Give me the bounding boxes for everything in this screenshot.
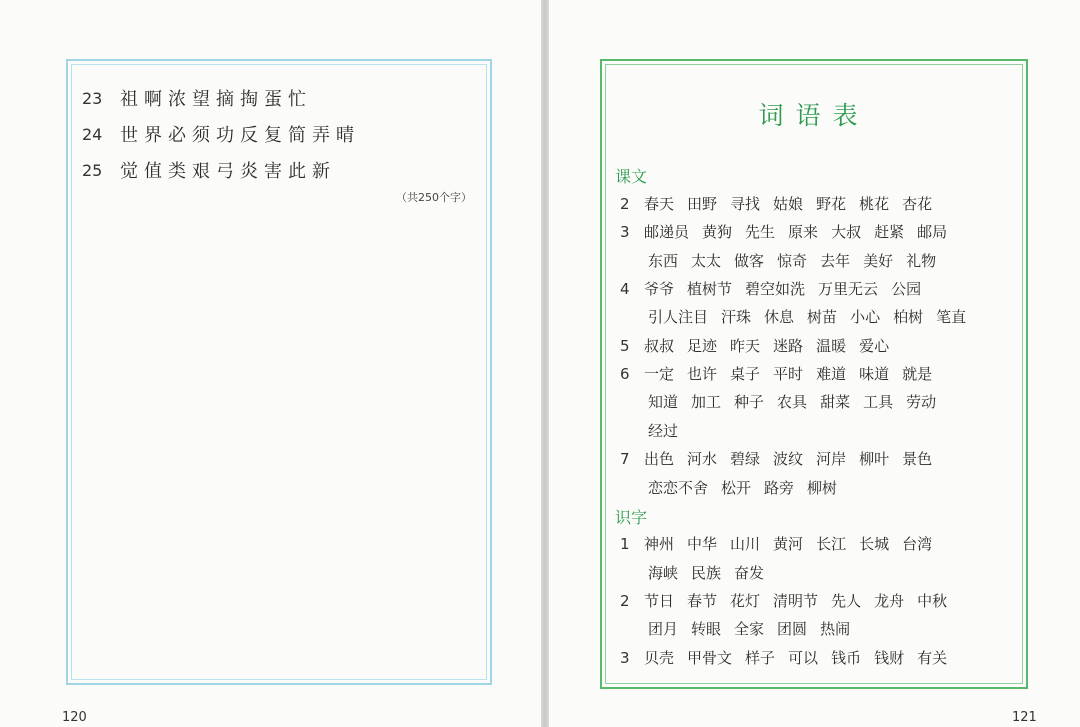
vocab-lesson-number: 2 (620, 195, 630, 213)
vocab-word: 赶紧 (874, 223, 905, 241)
page-title: 词语表 (758, 101, 870, 130)
vocab-word: 平时 (773, 365, 804, 383)
vocab-row (648, 618, 863, 639)
vocab-word: 甜菜 (820, 393, 851, 411)
vocab-word: 加工 (691, 393, 722, 411)
vocab-word: 杏花 (902, 195, 933, 213)
vocab-word: 姑娘 (773, 195, 804, 213)
char-row (82, 80, 360, 116)
vocab-word: 农具 (777, 393, 808, 411)
char-row (82, 116, 360, 152)
vocab-word: 叔叔 (644, 337, 675, 355)
vocab-word: 花灯 (730, 592, 761, 610)
vocab-word: 迷路 (773, 337, 804, 355)
vocab-word: 碧空如洗 (745, 280, 806, 298)
vocab-word: 河水 (687, 450, 718, 468)
vocab-lesson-number: 2 (620, 592, 630, 610)
vocab-word: 甲骨文 (687, 649, 733, 667)
section-heading-lessons: 课文 (615, 167, 648, 186)
character-total: （共250个字） (396, 191, 472, 204)
vocab-lesson-number: 1 (620, 535, 630, 553)
vocab-row (648, 391, 949, 412)
vocab-word: 河岸 (816, 450, 847, 468)
lesson-number: 23 (82, 88, 103, 108)
vocab-lesson-number: 7 (620, 450, 630, 468)
vocab-word: 先生 (745, 223, 776, 241)
vocab-word: 植树节 (687, 280, 733, 298)
vocab-word: 全家 (734, 620, 765, 638)
vocab-word: 恋恋不舍 (648, 479, 709, 497)
vocab-word: 汗珠 (721, 308, 752, 326)
vocab-word: 昨天 (730, 337, 761, 355)
vocab-word: 路旁 (764, 479, 795, 497)
vocab-word: 邮局 (917, 223, 948, 241)
vocab-row (620, 533, 945, 554)
vocab-row (620, 363, 945, 384)
vocab-word: 长江 (816, 535, 847, 553)
character-list (82, 80, 360, 188)
vocab-word: 小心 (850, 308, 881, 326)
vocab-word: 一定 (644, 365, 675, 383)
vocab-word: 民族 (691, 564, 722, 582)
vocab-word: 中华 (687, 535, 718, 553)
vocab-word: 柳叶 (859, 450, 890, 468)
character-set: 祖啊浓望摘掏蛋忙 (120, 89, 312, 110)
book-gutter (541, 0, 549, 727)
vocab-row (620, 590, 960, 611)
vocab-row (620, 647, 960, 668)
vocab-word: 大叔 (831, 223, 862, 241)
vocab-word: 中秋 (917, 592, 948, 610)
vocab-word: 劳动 (906, 393, 937, 411)
vocab-word: 龙舟 (874, 592, 905, 610)
vocab-word: 贝壳 (644, 649, 675, 667)
vocab-word: 寻找 (730, 195, 761, 213)
vocab-word: 春天 (644, 195, 675, 213)
vocab-lesson-number: 5 (620, 337, 630, 355)
vocab-word: 美好 (863, 252, 894, 270)
vocab-word: 柳树 (807, 479, 838, 497)
vocab-word: 先人 (831, 592, 862, 610)
vocab-word: 东西 (648, 252, 679, 270)
vocab-word: 就是 (902, 365, 933, 383)
vocab-word: 可以 (788, 649, 819, 667)
vocab-word: 长城 (859, 535, 890, 553)
vocab-word: 神州 (644, 535, 675, 553)
vocab-word: 黄河 (773, 535, 804, 553)
vocab-row (648, 306, 979, 327)
vocab-word: 桌子 (730, 365, 761, 383)
vocab-word: 春节 (687, 592, 718, 610)
vocab-word: 树苗 (807, 308, 838, 326)
char-row (82, 152, 360, 188)
vocab-word: 做客 (734, 252, 765, 270)
vocab-word: 原来 (788, 223, 819, 241)
character-set: 世界必须功反复简弄晴 (120, 125, 360, 146)
vocab-word: 台湾 (902, 535, 933, 553)
vocab-word: 景色 (902, 450, 933, 468)
vocab-word: 田野 (687, 195, 718, 213)
vocab-word: 热闹 (820, 620, 851, 638)
page-number-left: 120 (62, 710, 87, 725)
vocab-word: 出色 (644, 450, 675, 468)
vocab-word: 也许 (687, 365, 718, 383)
vocab-word: 工具 (863, 393, 894, 411)
vocab-word: 公园 (891, 280, 922, 298)
vocab-word: 知道 (648, 393, 679, 411)
vocab-lesson-number: 6 (620, 365, 630, 383)
vocab-lesson-number: 3 (620, 223, 630, 241)
vocab-word: 足迹 (687, 337, 718, 355)
lesson-number: 25 (82, 160, 103, 180)
vocab-word: 奋发 (734, 564, 765, 582)
vocab-word: 休息 (764, 308, 795, 326)
vocab-word: 团月 (648, 620, 679, 638)
vocab-word: 野花 (816, 195, 847, 213)
vocab-word: 种子 (734, 393, 765, 411)
vocab-row (648, 250, 949, 271)
vocab-word: 桃花 (859, 195, 890, 213)
vocab-word: 万里无云 (818, 280, 879, 298)
vocab-word: 引人注目 (648, 308, 709, 326)
vocab-word: 团圆 (777, 620, 808, 638)
vocab-row (648, 562, 777, 583)
vocab-word: 有关 (917, 649, 948, 667)
vocab-word: 海峡 (648, 564, 679, 582)
vocab-row (620, 448, 945, 469)
vocab-word: 松开 (721, 479, 752, 497)
lesson-number: 24 (82, 124, 103, 144)
page-number-right: 121 (1012, 710, 1037, 725)
vocab-word: 温暖 (816, 337, 847, 355)
vocab-word: 碧绿 (730, 450, 761, 468)
vocab-word: 太太 (691, 252, 722, 270)
vocab-word: 去年 (820, 252, 851, 270)
vocab-word: 清明节 (773, 592, 819, 610)
vocab-row (648, 477, 850, 498)
vocab-row (620, 193, 945, 214)
vocab-word: 邮递员 (644, 223, 690, 241)
section-heading-literacy: 识字 (615, 508, 648, 527)
vocab-lesson-number: 4 (620, 280, 630, 298)
vocab-word: 黄狗 (702, 223, 733, 241)
vocab-word: 难道 (816, 365, 847, 383)
vocab-word: 钱币 (831, 649, 862, 667)
vocab-word: 样子 (745, 649, 776, 667)
vocab-word: 经过 (648, 422, 679, 440)
vocab-word: 味道 (859, 365, 890, 383)
vocab-word: 柏树 (893, 308, 924, 326)
vocab-row (620, 278, 934, 299)
vocab-word: 转眼 (691, 620, 722, 638)
vocab-row (648, 420, 691, 441)
vocab-row (620, 335, 902, 356)
vocab-lesson-number: 3 (620, 649, 630, 667)
vocab-word: 礼物 (906, 252, 937, 270)
character-set: 觉值类艰弓炎害此新 (120, 161, 336, 182)
vocab-word: 波纹 (773, 450, 804, 468)
vocab-word: 节日 (644, 592, 675, 610)
vocab-word: 惊奇 (777, 252, 808, 270)
vocab-word: 山川 (730, 535, 761, 553)
vocab-word: 爱心 (859, 337, 890, 355)
vocab-row (620, 221, 960, 242)
vocab-word: 笔直 (936, 308, 967, 326)
vocab-word: 爷爷 (644, 280, 675, 298)
vocab-word: 钱财 (874, 649, 905, 667)
